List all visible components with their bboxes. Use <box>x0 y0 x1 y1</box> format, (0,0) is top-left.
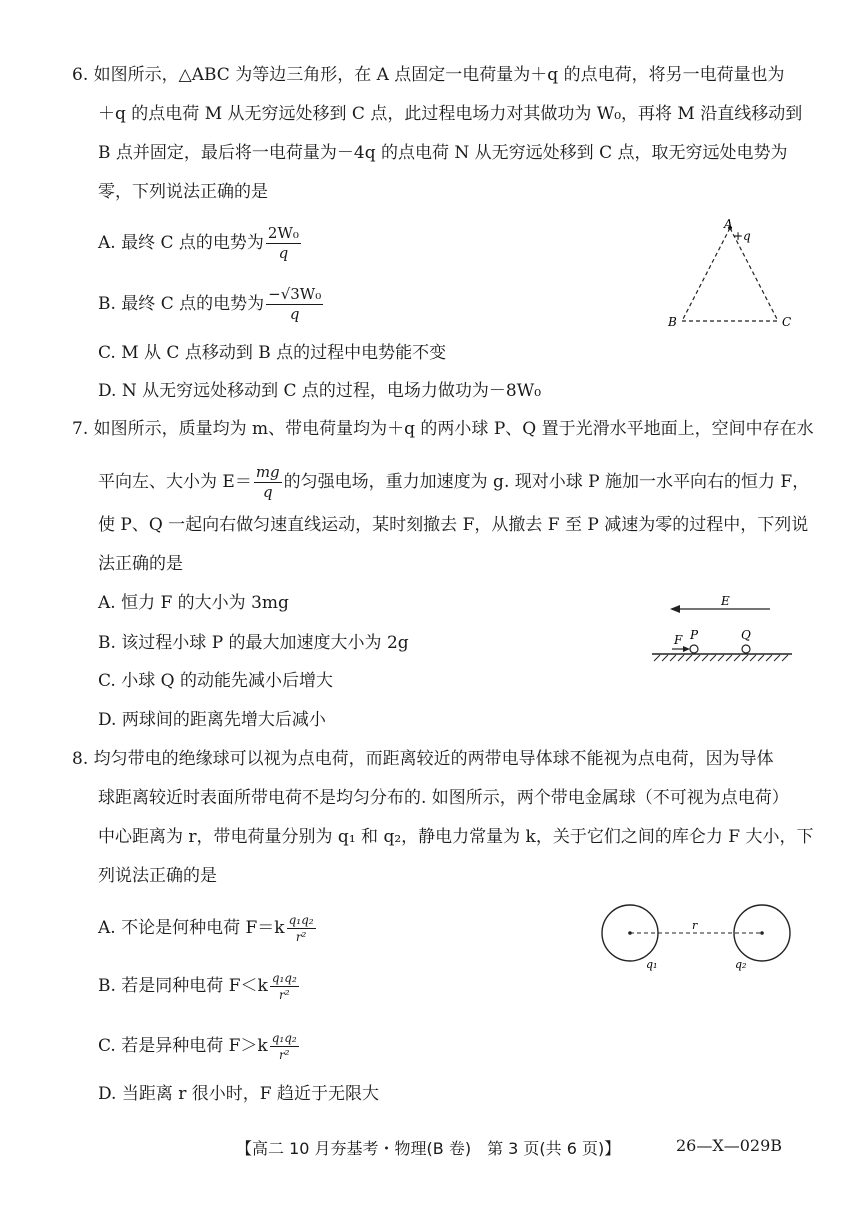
q6-option-a <box>98 226 303 261</box>
q8-stem-line-1: 8. 均匀带电的绝缘球可以视为点电荷，而距离较近的两带电导体球不能视为点电荷，因为导体 <box>72 749 774 769</box>
q8-option-d: D. 当距离 r 很小时，F 趋近于无限大 <box>98 1084 379 1104</box>
q8-spheres-figure <box>598 902 798 976</box>
q7-fig-label-f: F <box>674 633 683 647</box>
q8-option-b-text: B. 若是同种电荷 F＜k <box>98 976 268 996</box>
q7-stem-line-3: 使 P、Q 一起向右做匀速直线运动，某时刻撤去 F，从撤去 F 至 P 减速为零的过程中，下列说 <box>98 515 809 535</box>
q6-fig-label-b: B <box>668 315 677 329</box>
q6-triangle-figure <box>662 216 802 330</box>
q8-option-c-fraction <box>270 1032 299 1061</box>
q8-option-b-fraction <box>270 972 299 1001</box>
q8-option-a-fraction <box>287 914 316 943</box>
q6-stem-line-4: 零，下列说法正确的是 <box>98 182 268 202</box>
page-footer: 【高二 10 月夯基考・物理(B 卷) 第 3 页(共 6 页)】 <box>236 1139 621 1158</box>
q6-stem-line-1: 6. 如图所示，△ABC 为等边三角形，在 A 点固定一电荷量为＋q 的点电荷，将另一电荷量也为 <box>72 65 785 85</box>
q7-field-den: q <box>262 483 273 501</box>
q8-option-b <box>98 972 301 1001</box>
q6-option-b <box>98 287 325 322</box>
q8-option-a-num: q₁q₂ <box>288 913 314 927</box>
q6-option-d: D. N 从无穷远处移动到 C 点的过程，电场力做功为－8W₀ <box>98 381 542 401</box>
q8-stem-line-2: 球距离较近时表面所带电荷不是均匀分布的. 如图所示，两个带电金属球（不可视为点电荷） <box>98 788 789 808</box>
q8-fig-label-q1: q₁ <box>646 958 658 971</box>
q7-field-figure <box>648 594 796 664</box>
q6-option-c: C. M 从 C 点移动到 B 点的过程中电势能不变 <box>98 343 447 363</box>
q8-fig-label-r: r <box>692 919 698 932</box>
q6-stem-line-2: ＋q 的点电荷 M 从无穷远处移到 C 点，此过程电场力对其做功为 W₀，再将 M 沿直线移动到 <box>98 104 803 124</box>
q7-option-d: D. 两球间的距离先增大后减小 <box>98 710 326 730</box>
q7-stem-line-4: 法正确的是 <box>98 554 183 574</box>
q6-option-a-fraction <box>266 226 301 261</box>
q6-option-b-fraction <box>266 287 323 322</box>
q7-fig-label-p: P <box>690 628 699 642</box>
q6-stem-line-3: B 点并固定，最后将一电荷量为－4q 的点电荷 N 从无穷远处移到 C 点，取无穷远处电势为 <box>98 143 788 163</box>
q7-option-c: C. 小球 Q 的动能先减小后增大 <box>98 671 333 691</box>
q7-stem-line-1: 7. 如图所示，质量均为 m、带电荷量均为＋q 的两小球 P、Q 置于光滑水平地面上，空间中存在水 <box>72 419 814 439</box>
q6-option-b-num: −√3W₀ <box>268 285 322 303</box>
q7-stem-line-2 <box>98 465 809 500</box>
q8-option-c <box>98 1032 301 1061</box>
q7-fig-label-e: E <box>721 594 730 608</box>
q6-option-a-text: A. 最终 C 点的电势为 <box>98 233 264 253</box>
q6-option-a-num: 2W₀ <box>267 224 299 242</box>
exam-code: 26—X—029B <box>676 1136 783 1155</box>
q6-fig-label-c: C <box>782 315 792 329</box>
q6-option-b-text: B. 最终 C 点的电势为 <box>98 294 265 314</box>
q8-option-a <box>98 914 318 943</box>
q7-option-b: B. 该过程小球 P 的最大加速度大小为 2g <box>98 633 409 653</box>
q8-option-c-num: q₁q₂ <box>271 1031 297 1045</box>
q8-option-c-den: r² <box>278 1048 290 1062</box>
q7-option-a: A. 恒力 F 的大小为 3mg <box>98 593 289 613</box>
q6-fig-label-a: A <box>724 217 733 231</box>
q7-field-num: mg <box>255 463 280 481</box>
q6-option-b-den: q <box>289 305 300 323</box>
q7-field-fraction <box>254 465 282 500</box>
q8-fig-label-q2: q₂ <box>735 958 747 971</box>
q7-stem-line-2-post: 的匀强电场，重力加速度为 g. 现对小球 P 施加一水平向右的恒力 F， <box>283 472 810 492</box>
q7-stem-line-2-pre: 平向左、大小为 E＝ <box>98 472 252 492</box>
q8-option-a-text: A. 不论是何种电荷 F＝k <box>98 918 285 938</box>
q7-fig-label-q: Q <box>741 628 751 642</box>
q8-stem-line-3: 中心距离为 r，带电荷量分别为 q₁ 和 q₂，静电力常量为 k，关于它们之间的库仑力 F 大小，下 <box>98 827 814 847</box>
q6-option-a-den: q <box>278 244 289 262</box>
q8-option-c-text: C. 若是异种电荷 F＞k <box>98 1036 268 1056</box>
q6-fig-label-charge: +q <box>733 229 751 243</box>
q8-option-a-den: r² <box>295 930 307 944</box>
q8-option-b-den: r² <box>279 988 290 1002</box>
q8-option-b-num: q₁q₂ <box>271 971 297 985</box>
q8-stem-line-4: 列说法正确的是 <box>98 866 217 886</box>
